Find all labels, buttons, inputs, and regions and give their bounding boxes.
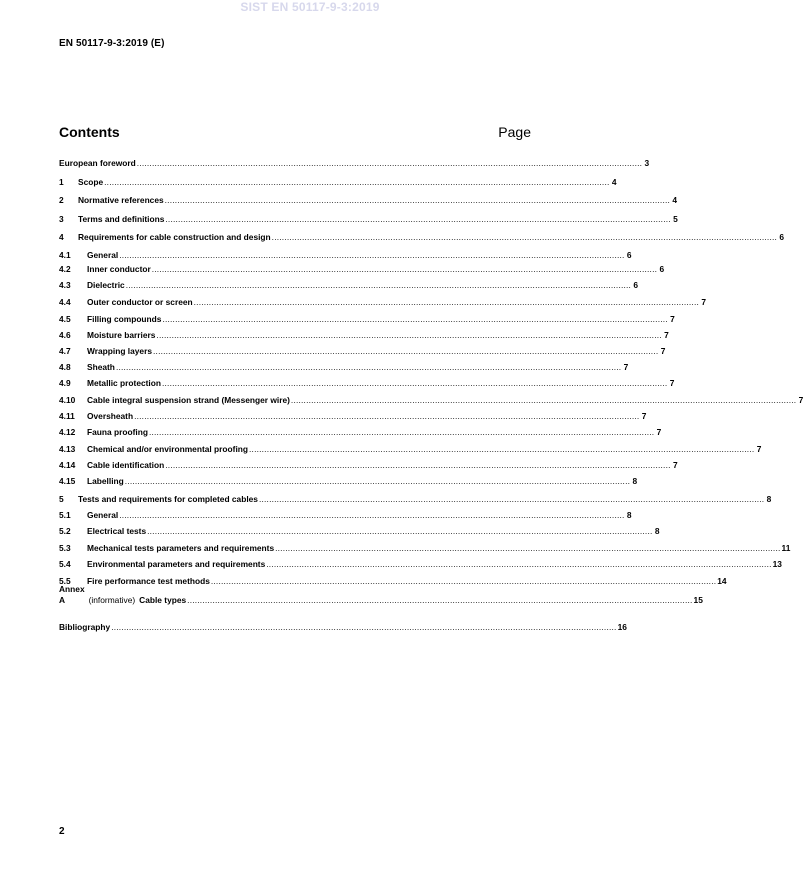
toc-entry-4-1[interactable]	[59, 247, 632, 261]
toc-entry-title: Chemical and/or environmental proofing	[87, 444, 249, 454]
toc-entry-number: 3	[59, 214, 64, 224]
toc-entry-title: Normative references	[78, 195, 164, 205]
toc-entry-page: 8	[766, 494, 772, 504]
toc-entry-number: 4.12	[59, 427, 76, 437]
toc-entry-title: Metallic protection	[87, 378, 161, 388]
annex-page: 15	[693, 595, 703, 605]
toc-entry-title: General	[87, 510, 119, 520]
toc-entry-4-12[interactable]	[59, 424, 662, 438]
toc-entry-4-15[interactable]	[59, 473, 638, 487]
toc-entry-title: Dielectric	[87, 280, 125, 290]
toc-entry-page: 8	[654, 526, 660, 536]
dot-leader: ........................................................................................................................................................................................................	[156, 330, 662, 340]
toc-entry-page: 7	[623, 362, 629, 372]
annex-title: Cable types	[139, 595, 187, 605]
dot-leader: ........................................................................................................................................................................................................	[148, 427, 655, 437]
dot-leader: ........................................................................................................................................................................................................	[119, 510, 625, 520]
dot-leader: ........................................................................................................................................................................................................	[162, 378, 668, 388]
toc-entry-number: 5.1	[59, 510, 71, 520]
dot-leader: ........................................................................................................................................................................................................	[147, 526, 653, 536]
dot-leader: ........................................................................................................................................................................................................	[125, 280, 632, 290]
toc-entry-title: Labelling	[87, 476, 124, 486]
dot-leader: ........................................................................................................................................................................................................	[187, 595, 693, 605]
toc-entry-page: 7	[798, 395, 803, 405]
toc-entry-5-2[interactable]	[59, 523, 660, 537]
dot-leader: ........................................................................................................................................................................................................	[134, 411, 640, 421]
toc-entry-title: Tests and requirements for completed cables	[78, 494, 258, 504]
toc-entry-title: Sheath	[87, 362, 115, 372]
toc-entry-page: 6	[659, 264, 665, 274]
toc-entry-4-11[interactable]	[59, 408, 647, 422]
toc-entry-page: 8	[632, 476, 638, 486]
toc-entry-5-4[interactable]	[59, 556, 782, 570]
toc-entry-5-1[interactable]	[59, 507, 632, 521]
toc-entry-page: 13	[772, 559, 782, 569]
toc-entry-title: General	[87, 250, 119, 260]
toc-entry-number: 4	[59, 232, 64, 242]
toc-entry-title: Cable identification	[87, 460, 165, 470]
dot-leader: ........................................................................................................................................................................................................	[210, 576, 717, 586]
toc-entry-number: 1	[59, 177, 64, 187]
toc-entry-page: 8	[626, 510, 632, 520]
toc-entry-4-4[interactable]	[59, 294, 707, 308]
dot-leader: ........................................................................................................................................................................................................	[164, 195, 671, 205]
toc-entry-page: 7	[664, 330, 669, 340]
dot-leader: ........................................................................................................................................................................................................	[151, 264, 658, 274]
toc-entry-title: Moisture barriers	[87, 330, 156, 340]
dot-leader: ........................................................................................................................................................................................................	[193, 297, 700, 307]
toc-entry-4-6[interactable]	[59, 327, 669, 341]
toc-entry-number: 4.13	[59, 444, 76, 454]
toc-entry-title: European foreword	[59, 158, 136, 168]
toc-entry-number: 5.2	[59, 526, 71, 536]
toc-entry-title: Fauna proofing	[87, 427, 148, 437]
toc-entry-page: 5	[673, 214, 678, 224]
toc-entry-title: Wrapping layers	[87, 346, 153, 356]
bibliography-page: 16	[617, 622, 627, 632]
toc-entry-page: 7	[672, 460, 678, 470]
toc-entry-title: Inner conductor	[87, 264, 151, 274]
toc-entry-4-9[interactable]	[59, 375, 675, 389]
toc-entry-page: 7	[756, 444, 762, 454]
toc-entry-title: Filling compounds	[87, 314, 162, 324]
toc-entry-4-8[interactable]	[59, 359, 629, 373]
toc-entry-title: Scope	[78, 177, 104, 187]
toc-entry-page: 4	[611, 177, 617, 187]
toc-entry-5-3[interactable]	[59, 540, 791, 554]
toc-entry-number: 4.6	[59, 330, 71, 340]
toc-entry-number: 4.11	[59, 411, 75, 421]
toc-entry-page: 7	[670, 314, 675, 324]
toc-entry-number: 4.4	[59, 297, 71, 307]
dot-leader: ........................................................................................................................................................................................................	[271, 232, 778, 242]
toc-entry-bibliography[interactable]	[59, 619, 627, 633]
toc-entry-number: 4.9	[59, 378, 71, 388]
page-column-label: Page	[498, 124, 531, 140]
toc-entry-5-5[interactable]	[59, 573, 727, 587]
toc-entry-number: 4.14	[59, 460, 76, 470]
toc-entry-page: 7	[701, 297, 707, 307]
bibliography-title: Bibliography	[59, 622, 111, 632]
annex-label: Annex A	[59, 584, 85, 605]
toc-entry-page: 3	[644, 158, 650, 168]
toc-entry-number: 5	[59, 494, 64, 504]
contents-heading: Contents	[59, 124, 120, 140]
dot-leader: ........................................................................................................................................................................................................	[119, 250, 625, 260]
toc-entry-title: Oversheath	[87, 411, 134, 421]
toc-entry-title: Fire performance test methods	[87, 576, 210, 586]
toc-entry-page: 6	[626, 250, 632, 260]
dot-leader: ........................................................................................................................................................................................................	[136, 158, 643, 168]
toc-entry-title: Environmental parameters and requirements	[87, 559, 266, 569]
toc-entry-number: 4.8	[59, 362, 71, 372]
toc-entry-title: Terms and definitions	[78, 214, 165, 224]
toc-entry-4-13[interactable]	[59, 441, 762, 455]
page-number: 2	[59, 826, 65, 837]
toc-entry-title: Electrical tests	[87, 526, 147, 536]
toc-entry-page: 7	[660, 346, 666, 356]
watermark: SIST EN 50117-9-3:2019	[240, 0, 380, 14]
dot-leader: ........................................................................................................................................................................................................	[249, 444, 755, 454]
dot-leader: ........................................................................................................................................................................................................	[165, 460, 671, 470]
dot-leader: ........................................................................................................................................................................................................	[162, 314, 668, 324]
dot-leader: ........................................................................................................................................................................................................	[290, 395, 797, 405]
toc-entry-4-5[interactable]	[59, 311, 675, 325]
toc-entry-page: 6	[779, 232, 785, 242]
dot-leader: ........................................................................................................................................................................................................	[153, 346, 659, 356]
toc-entry-number: 4.15	[59, 476, 76, 486]
toc-entry-annex-a[interactable]	[59, 584, 703, 606]
document-id: EN 50117-9-3:2019 (E)	[59, 38, 165, 49]
toc-entry-page: 7	[656, 427, 662, 437]
dot-leader: ........................................................................................................................................................................................................	[266, 559, 772, 569]
dot-leader: ........................................................................................................................................................................................................	[124, 476, 631, 486]
toc-entry-number: 4.10	[59, 395, 76, 405]
toc-entry-4-14[interactable]	[59, 457, 678, 471]
annex-informative: (informative)	[88, 595, 136, 605]
toc-entry-foreword[interactable]	[59, 155, 650, 169]
dot-leader: ........................................................................................................................................................................................................	[275, 543, 781, 553]
dot-leader: ........................................................................................................................................................................................................	[258, 494, 765, 504]
toc-entry-page: 4	[672, 195, 678, 205]
toc-entry-title: Requirements for cable construction and design	[78, 232, 271, 242]
toc-entry-4[interactable]	[59, 229, 785, 243]
toc-entry-title: Outer conductor or screen	[87, 297, 193, 307]
toc-entry-title: Cable integral suspension strand (Messenger wire)	[87, 395, 290, 405]
toc-entry-4-2[interactable]	[59, 261, 665, 275]
toc-entry-page: 14	[717, 576, 727, 586]
toc-entry-number: 4.1	[59, 250, 71, 260]
dot-leader: ........................................................................................................................................................................................................	[115, 362, 622, 372]
toc-entry-page: 11	[781, 543, 791, 553]
toc-entry-number: 5.5	[59, 576, 71, 586]
toc-entry-page: 6	[633, 280, 639, 290]
toc-entry-page: 7	[669, 378, 675, 388]
toc-entry-number: 5.3	[59, 543, 71, 553]
dot-leader: ........................................................................................................................................................................................................	[165, 214, 671, 224]
toc-entry-title: Mechanical tests parameters and requirements	[87, 543, 275, 553]
toc-entry-4-3[interactable]	[59, 277, 639, 291]
toc-entry-4-10[interactable]	[59, 392, 803, 406]
toc-entry-number: 2	[59, 195, 64, 205]
toc-entry-number: 4.5	[59, 314, 71, 324]
toc-entry-number: 4.2	[59, 264, 71, 274]
toc-entry-number: 4.7	[59, 346, 71, 356]
toc-entry-number: 5.4	[59, 559, 71, 569]
toc-entry-1[interactable]	[59, 174, 617, 188]
toc-entry-5[interactable]	[59, 491, 772, 505]
toc-entry-number: 4.3	[59, 280, 71, 290]
toc-entry-page: 7	[641, 411, 647, 421]
dot-leader: ........................................................................................................................................................................................................	[104, 177, 610, 187]
dot-leader: ........................................................................................................................................................................................................	[111, 622, 617, 632]
toc-entry-2[interactable]	[59, 192, 678, 206]
toc-entry-4-7[interactable]	[59, 343, 666, 357]
toc-entry-3[interactable]	[59, 211, 678, 225]
